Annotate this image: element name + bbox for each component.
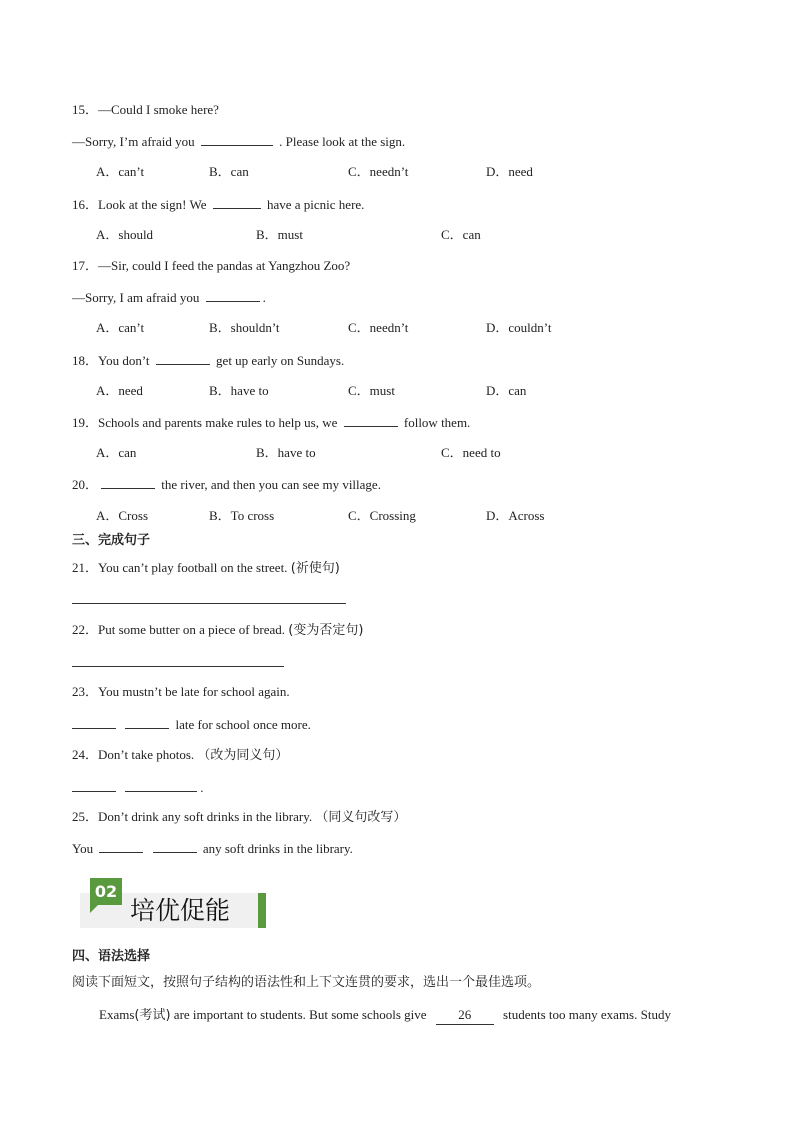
question-20 <box>72 475 381 494</box>
question-25 <box>72 808 406 827</box>
q18-option-c: C．must <box>348 383 395 398</box>
q18-blank <box>156 351 210 365</box>
question-16 <box>72 195 364 214</box>
q17-reply-before: —Sorry, I am afraid you <box>72 290 200 305</box>
q20-before: 20． <box>72 477 99 492</box>
q16-before: 16．Look at the sign! We <box>72 197 207 212</box>
q21-answer-line <box>72 603 346 604</box>
q23-blank-2 <box>125 715 169 729</box>
q15-option-c: C．needn’t <box>348 164 409 179</box>
q25-text: 25．Don’t drink any soft drinks in the library. <box>72 809 316 824</box>
question-17-stem: 17．—Sir, could I feed the pandas at Yangzhou Zoo? <box>72 258 351 273</box>
q17-option-a: A．can’t <box>96 320 145 335</box>
q16-blank <box>213 195 261 209</box>
question-15-reply <box>72 132 405 151</box>
q21-text: 21．You can’t play football on the street. <box>72 560 291 575</box>
q24-note: （改为同义句） <box>197 748 289 763</box>
question-21 <box>72 559 340 578</box>
q24-answer-after: . <box>200 780 204 795</box>
section-3-title: 三、完成句子 <box>72 533 151 548</box>
q16-option-a: A．should <box>96 227 154 242</box>
q15-reply-after: . Please look at the sign. <box>279 134 406 149</box>
q19-before: 19．Schools and parents make rules to help us, we <box>72 415 338 430</box>
q24-blank-2 <box>125 778 197 792</box>
q20-option-d: D．Across <box>486 508 545 523</box>
q19-after: follow them. <box>403 415 471 430</box>
q19-option-a: A．can <box>96 445 137 460</box>
banner-number: 02 <box>90 878 122 905</box>
q18-option-a: A．need <box>96 383 143 398</box>
q17-option-d: D．couldn’t <box>486 320 552 335</box>
q25-answer-before: You <box>72 841 94 856</box>
q17-reply-after: . <box>262 290 266 305</box>
q16-option-c: C．can <box>441 227 481 242</box>
question-15-stem: 15．—Could I smoke here? <box>72 102 219 117</box>
q15-option-d: D．need <box>486 164 533 179</box>
q19-blank <box>344 413 398 427</box>
passage-mid: are important to students. But some schools give <box>170 1007 427 1022</box>
q24-blank-1 <box>72 778 116 792</box>
q25-note: （同义句改写） <box>315 810 407 825</box>
q20-after: the river, and then you can see my village. <box>161 477 381 492</box>
q25-blank-1 <box>99 839 143 853</box>
q15-blank <box>201 132 273 146</box>
q25-blank-2 <box>153 839 197 853</box>
banner-tab-tail <box>90 905 98 913</box>
section-4-instruction: 阅读下面短文，按照句子结构的语法性和上下文连贯的要求，选出一个最佳选项。 <box>72 975 541 990</box>
q15-reply-before: —Sorry, I’m afraid you <box>72 134 195 149</box>
q15-option-a: A．can’t <box>96 164 145 179</box>
q23-answer-after: late for school once more. <box>175 717 311 732</box>
passage-before: Exams <box>99 1007 135 1022</box>
section-4-title: 四、语法选择 <box>72 949 151 964</box>
q18-after: get up early on Sundays. <box>216 353 345 368</box>
q23-answer <box>72 715 311 734</box>
question-23: 23．You mustn’t be late for school again. <box>72 684 290 699</box>
section-banner <box>80 878 268 928</box>
banner-title: 培优促能 <box>130 896 231 925</box>
passage-after: students too many exams. Study <box>503 1007 671 1022</box>
q20-blank <box>101 475 155 489</box>
q17-blank <box>206 288 260 302</box>
question-22 <box>72 621 363 640</box>
q21-note: (祈使句) <box>290 561 340 576</box>
passage-line-1 <box>99 1006 671 1025</box>
q16-after: have a picnic here. <box>266 197 365 212</box>
question-18 <box>72 351 344 370</box>
q23-blank-1 <box>72 715 116 729</box>
q15-option-b: B．can <box>209 164 249 179</box>
question-17-reply <box>72 288 266 307</box>
q17-option-c: C．needn’t <box>348 320 409 335</box>
banner-accent-bar <box>258 893 266 928</box>
q19-option-b: B．have to <box>256 445 316 460</box>
q18-option-d: D．can <box>486 383 527 398</box>
question-24 <box>72 746 288 765</box>
q20-option-c: C．Crossing <box>348 508 416 523</box>
question-19 <box>72 413 470 432</box>
q24-text: 24．Don’t take photos. <box>72 747 198 762</box>
q22-note: (变为否定句) <box>288 623 364 638</box>
q20-option-a: A．Cross <box>96 508 149 523</box>
q22-text: 22．Put some butter on a piece of bread. <box>72 622 289 637</box>
q20-option-b: B．To cross <box>209 508 275 523</box>
q24-answer <box>72 778 204 797</box>
q18-option-b: B．have to <box>209 383 269 398</box>
q25-answer-after: any soft drinks in the library. <box>202 841 353 856</box>
q17-option-b: B．shouldn’t <box>209 320 280 335</box>
q22-answer-line <box>72 666 284 667</box>
blank-26: 26 <box>436 1006 494 1025</box>
q16-option-b: B．must <box>256 227 303 242</box>
passage-note: (考试) <box>134 1008 171 1023</box>
q19-option-c: C．need to <box>441 445 501 460</box>
q18-before: 18．You don’t <box>72 353 150 368</box>
q25-answer <box>72 839 353 858</box>
